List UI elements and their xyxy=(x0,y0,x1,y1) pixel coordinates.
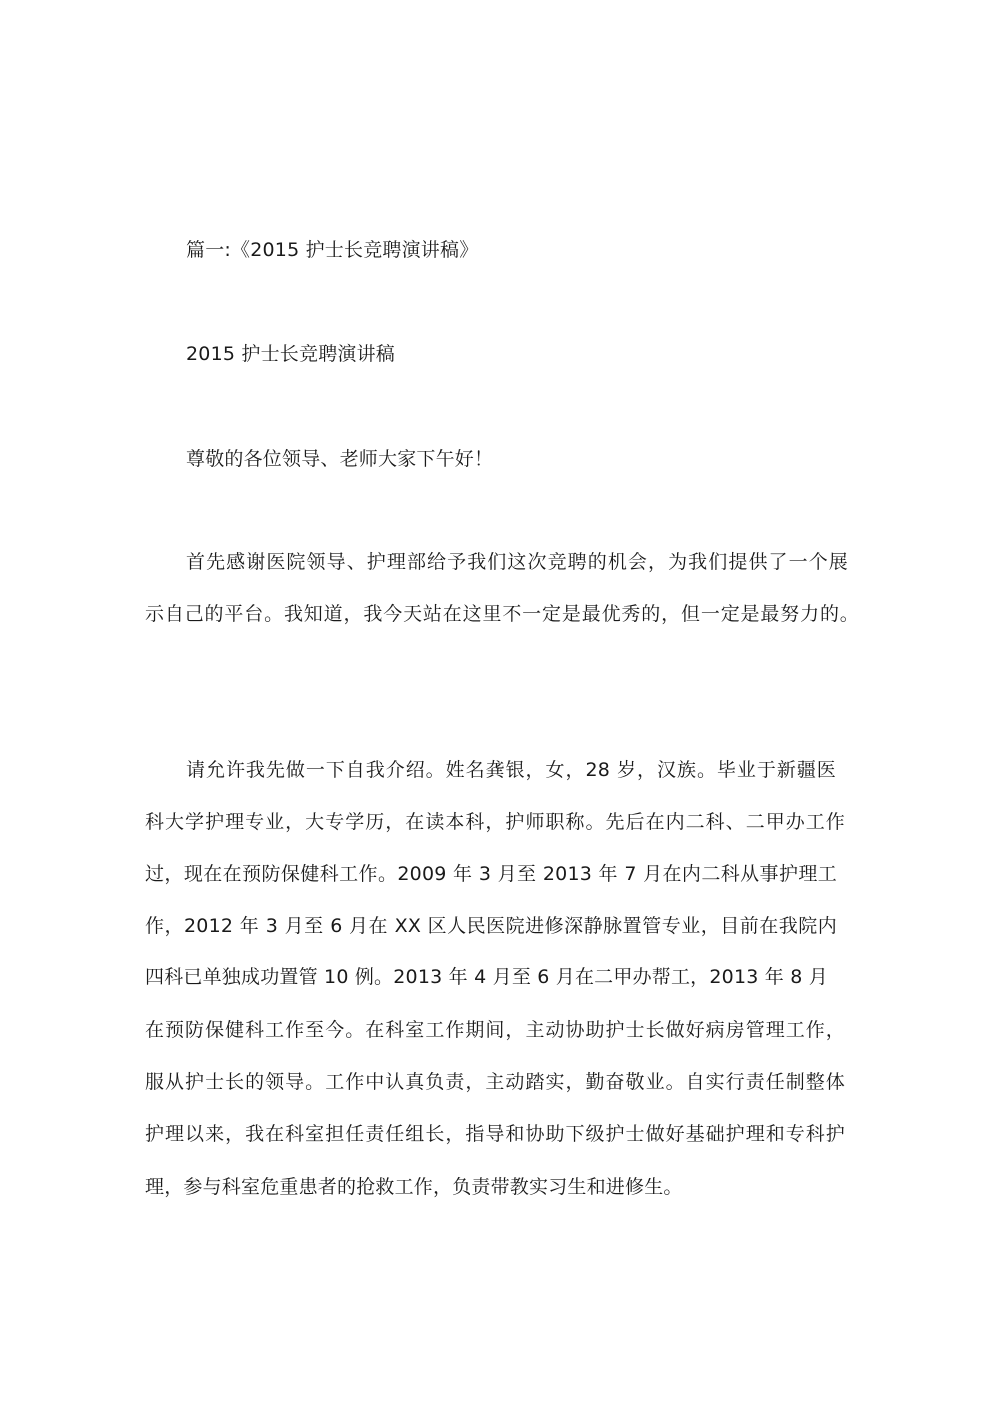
paragraph-line: 服从护士长的领导。工作中认真负责，主动踏实，勤奋敬业。自实行责任制整体 xyxy=(145,1071,845,1093)
paragraph-line: 过，现在在预防保健科工作。2009 年 3 月至 2013 年 7 月在内二科从事护理工 xyxy=(145,863,837,885)
paragraph-line: 四科已单独成功置管 10 例。2013 年 4 月至 6 月在二甲办帮工，2013 年 8 月 xyxy=(145,966,828,988)
paragraph-line: 理，参与科室危重患者的抢救工作，负责带教实习生和进修生。 xyxy=(145,1176,683,1198)
paragraph-line: 护理以来，我在科室担任责任组长，指导和协助下级护士做好基础护理和专科护 xyxy=(145,1123,845,1145)
section-heading: 篇一:《2015 护士长竞聘演讲稿》 xyxy=(186,239,479,261)
paragraph-line: 首先感谢医院领导、护理部给予我们这次竞聘的机会，为我们提供了一个展 xyxy=(186,551,848,573)
paragraph-line: 请允许我先做一下自我介绍。姓名龚银，女，28 岁，汉族。毕业于新疆医 xyxy=(186,759,836,781)
greeting: 尊敬的各位领导、老师大家下午好！ xyxy=(186,448,494,470)
paragraph-line: 科大学护理专业，大专学历，在读本科，护师职称。先后在内二科、二甲办工作 xyxy=(145,811,845,833)
document-title: 2015 护士长竞聘演讲稿 xyxy=(186,343,395,365)
paragraph-line: 在预防保健科工作至今。在科室工作期间，主动协助护士长做好病房管理工作， xyxy=(145,1019,845,1041)
paragraph-line: 示自己的平台。我知道，我今天站在这里不一定是最优秀的，但一定是最努力的。 xyxy=(145,603,859,625)
paragraph-line: 作，2012 年 3 月至 6 月在 XX 区人民医院进修深静脉置管专业，目前在我院内 xyxy=(145,915,837,937)
